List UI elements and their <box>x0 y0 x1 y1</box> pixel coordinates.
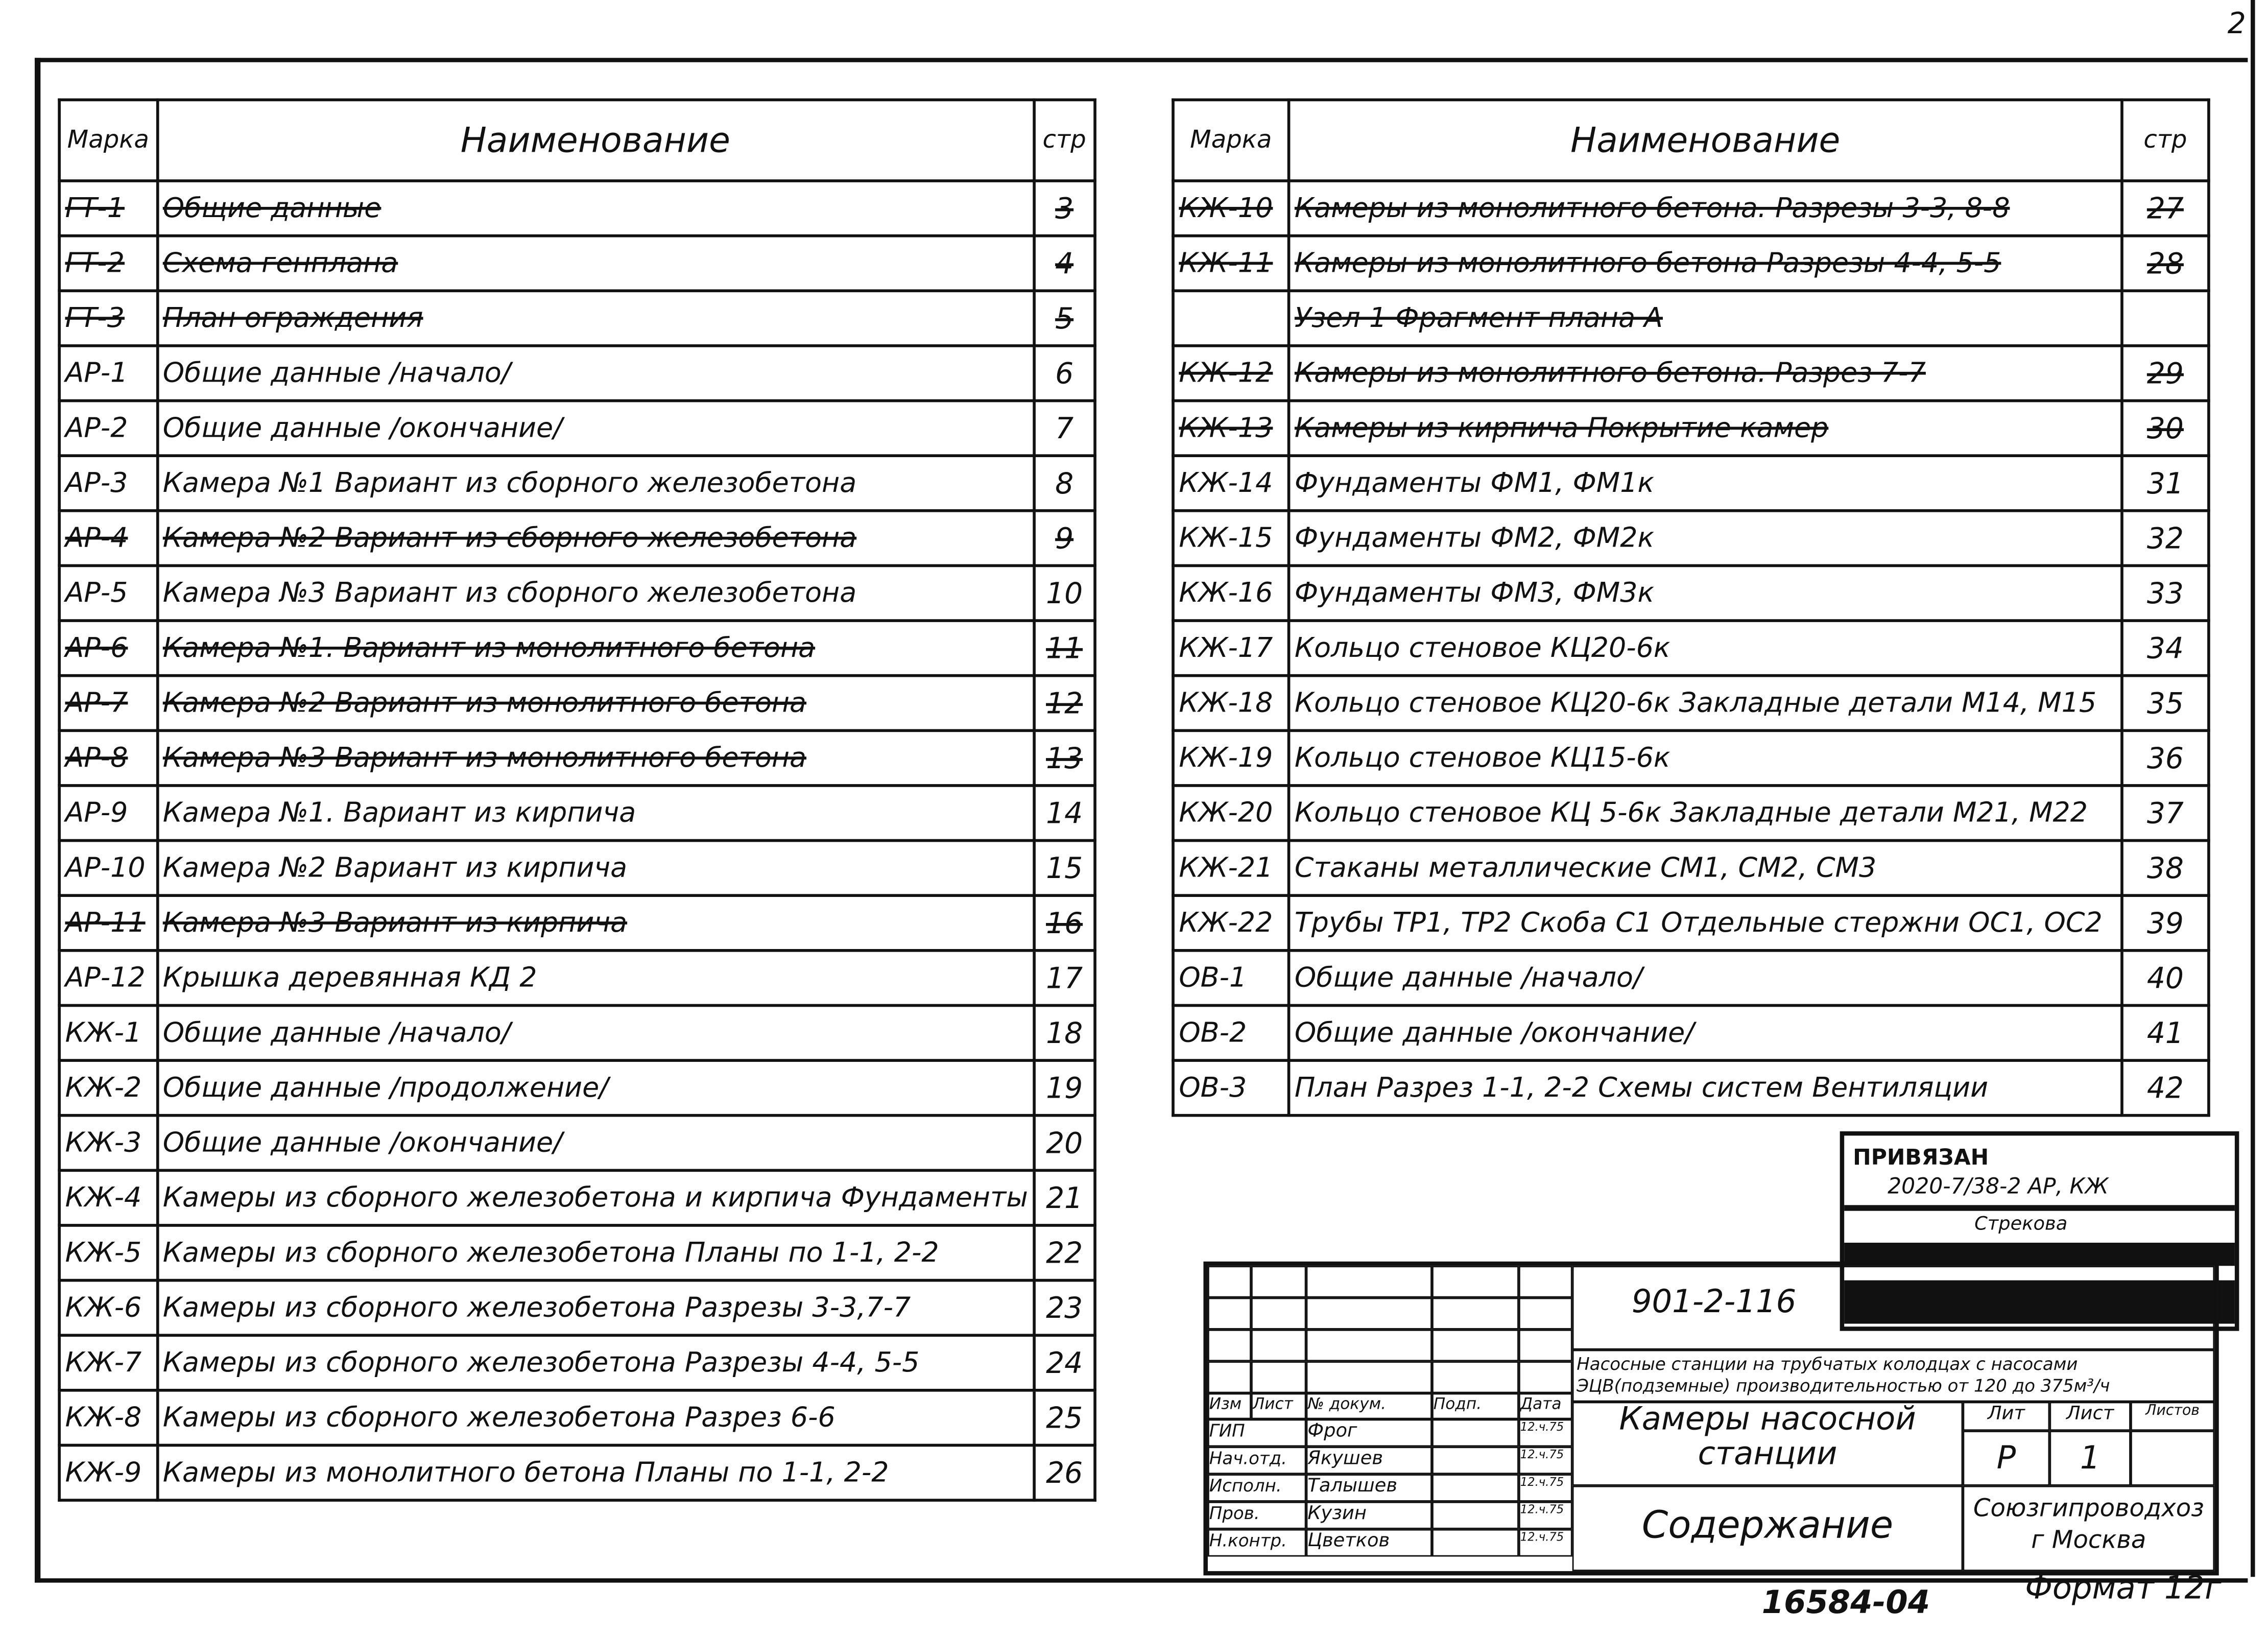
cell-page: 13 <box>1034 730 1095 786</box>
table-row <box>59 236 1095 291</box>
cell-page: 8 <box>1034 456 1095 511</box>
cell-name: Общие данные /окончание/ <box>157 401 1034 456</box>
cell-mark: ОВ-1 <box>1173 951 1289 1006</box>
revision-cell <box>1251 1266 1306 1297</box>
cell-mark: ОВ-2 <box>1173 1005 1289 1060</box>
table-row <box>59 1170 1095 1225</box>
cell-mark: АР-9 <box>59 786 157 841</box>
cell-name: Камера №2 Вариант из сборного железобетона <box>157 511 1034 566</box>
revision-cell <box>1519 1361 1572 1393</box>
cell-name: Общие данные /окончание/ <box>157 1116 1034 1171</box>
right-margin-line <box>2251 0 2255 1577</box>
cell-mark: КЖ-11 <box>1173 236 1289 291</box>
project-title: Насосные станции на трубчатых колодцах с насосами ЭЦВ(подземные) производительностью от 120 до 375м³/ч <box>1572 1350 2215 1402</box>
cell-page: 12 <box>1034 676 1095 731</box>
cell-page: 16 <box>1034 895 1095 951</box>
sheet-label: Лист <box>2049 1402 2131 1431</box>
cell-name: Камеры из монолитного бетона. Разрез 7-7 <box>1289 346 2122 401</box>
revision-cell <box>1251 1361 1306 1393</box>
revision-cell <box>1432 1266 1519 1297</box>
cell-mark: АР-10 <box>59 841 157 896</box>
table-row <box>59 181 1095 236</box>
corner-mark: 2 <box>2227 6 2246 41</box>
revision-cell <box>1519 1298 1572 1330</box>
cell-mark: АР-1 <box>59 346 157 401</box>
table-row <box>59 1116 1095 1171</box>
cell-name: Общие данные /окончание/ <box>1289 1005 2122 1060</box>
cell-page: 23 <box>1034 1281 1095 1336</box>
table-row <box>1173 401 2209 456</box>
revision-cell <box>1432 1298 1519 1330</box>
cell-page <box>2122 291 2209 346</box>
cell-name: Камера №2 Вариант из кирпича <box>157 841 1034 896</box>
revision-cell <box>1306 1330 1432 1361</box>
revision-cell <box>1251 1298 1306 1330</box>
cell-page: 30 <box>2122 401 2209 456</box>
cell-page: 36 <box>2122 730 2209 786</box>
cell-mark: ОВ-3 <box>1173 1060 1289 1116</box>
cell-name: Камера №1 Вариант из сборного железобетона <box>157 456 1034 511</box>
cell-mark: КЖ-20 <box>1173 786 1289 841</box>
cell-page: 40 <box>2122 951 2209 1006</box>
cell-page: 38 <box>2122 841 2209 896</box>
cell-page: 19 <box>1034 1060 1095 1116</box>
cell-page: 42 <box>2122 1060 2209 1116</box>
table-row <box>59 1225 1095 1281</box>
table-row <box>59 346 1095 401</box>
table-row <box>59 1335 1095 1390</box>
table-row <box>1173 236 2209 291</box>
table-row <box>59 511 1095 566</box>
contents-table-left <box>58 99 1096 1502</box>
header-name: Наименование <box>157 100 1034 181</box>
cell-mark <box>1173 291 1289 346</box>
cell-name: Трубы ТР1, ТР2 Скоба С1 Отдельные стержни ОС1, ОС2 <box>1289 895 2122 951</box>
revision-cell <box>1208 1298 1251 1330</box>
sign-date: 12.ч.75 <box>1519 1447 1572 1474</box>
cell-mark: АР-5 <box>59 565 157 621</box>
cell-name: Кольцо стеновое КЦ20-6к Закладные детали М14, М15 <box>1289 676 2122 731</box>
cell-name: Камеры из сборного железобетона Разрез 6-6 <box>157 1390 1034 1446</box>
cell-mark: ГТ-3 <box>59 291 157 346</box>
cell-mark: КЖ-9 <box>59 1445 157 1500</box>
cell-name: Кольцо стеновое КЦ 5-6к Закладные детали М21, М22 <box>1289 786 2122 841</box>
table-row <box>59 951 1095 1006</box>
table-row <box>59 786 1095 841</box>
stage-value: Р <box>1963 1431 2049 1486</box>
revision-cell <box>1208 1330 1251 1361</box>
revision-cell <box>1208 1266 1251 1297</box>
cell-page: 39 <box>2122 895 2209 951</box>
sign-date: 12.ч.75 <box>1519 1502 1572 1529</box>
header-mark: Марка <box>1173 100 1289 181</box>
cell-mark: КЖ-2 <box>59 1060 157 1116</box>
cell-mark: КЖ-13 <box>1173 401 1289 456</box>
cell-mark: КЖ-7 <box>59 1335 157 1390</box>
sheet-title: Камеры насосной станции <box>1572 1402 1963 1485</box>
stamp-title: ПРИВЯЗАН <box>1853 1144 1989 1171</box>
cell-name: Камера №1. Вариант из кирпича <box>157 786 1034 841</box>
cell-name: Фундаменты ФМ3, ФМ3к <box>1289 565 2122 621</box>
revision-cell <box>1208 1361 1251 1393</box>
table-row <box>59 456 1095 511</box>
cell-mark: КЖ-10 <box>1173 181 1289 236</box>
cell-mark: КЖ-14 <box>1173 456 1289 511</box>
table-row <box>1173 895 2209 951</box>
cell-name: Кольцо стеновое КЦ20-6к <box>1289 621 2122 676</box>
revision-cell <box>1251 1330 1306 1361</box>
cell-mark: АР-12 <box>59 951 157 1006</box>
title-block <box>1203 1262 2218 1576</box>
table-row <box>59 291 1095 346</box>
cell-name: Камеры из сборного железобетона и кирпича Фундаменты <box>157 1170 1034 1225</box>
cell-mark: КЖ-22 <box>1173 895 1289 951</box>
cell-page: 32 <box>2122 511 2209 566</box>
cell-page: 7 <box>1034 401 1095 456</box>
cell-page: 28 <box>2122 236 2209 291</box>
sign-date: 12.ч.75 <box>1519 1419 1572 1447</box>
column-header: Подп. <box>1432 1393 1519 1419</box>
revision-cell <box>1306 1298 1432 1330</box>
cell-name: Общие данные /продолжение/ <box>157 1060 1034 1116</box>
table-row <box>1173 565 2209 621</box>
cell-mark: КЖ-12 <box>1173 346 1289 401</box>
cell-mark: КЖ-15 <box>1173 511 1289 566</box>
table-row <box>59 1005 1095 1060</box>
sign-date: 12.ч.75 <box>1519 1529 1572 1557</box>
cell-page: 27 <box>2122 181 2209 236</box>
revision-cell <box>1432 1330 1519 1361</box>
cell-name: Камера №2 Вариант из монолитного бетона <box>157 676 1034 731</box>
table-row <box>1173 1005 2209 1060</box>
organization: Союзгипроводхоз г Москва <box>1963 1486 2214 1571</box>
header-page: стр <box>1034 100 1095 181</box>
cell-page: 34 <box>2122 621 2209 676</box>
inventory-number: 16584-04 <box>1761 1585 1930 1622</box>
cell-page: 11 <box>1034 621 1095 676</box>
table-row <box>1173 181 2209 236</box>
table-row <box>59 841 1095 896</box>
cell-page: 24 <box>1034 1335 1095 1390</box>
cell-page: 29 <box>2122 346 2209 401</box>
cell-mark: АР-11 <box>59 895 157 951</box>
table-row <box>59 401 1095 456</box>
header-page: стр <box>2122 100 2209 181</box>
table-row <box>59 1281 1095 1336</box>
table-row <box>59 621 1095 676</box>
signature <box>1432 1502 1519 1529</box>
cell-mark: КЖ-19 <box>1173 730 1289 786</box>
cell-mark: АР-7 <box>59 676 157 731</box>
cell-name: План Разрез 1-1, 2-2 Схемы систем Вентиляции <box>1289 1060 2122 1116</box>
cell-page: 26 <box>1034 1445 1095 1500</box>
role-label: Н.контр. <box>1208 1529 1306 1557</box>
cell-page: 3 <box>1034 181 1095 236</box>
cell-name: Камеры из сборного железобетона Планы по 1-1, 2-2 <box>157 1225 1034 1281</box>
cell-name: Кольцо стеновое КЦ15-6к <box>1289 730 2122 786</box>
cell-mark: АР-8 <box>59 730 157 786</box>
cell-name: Схема генплана <box>157 236 1034 291</box>
cell-mark: АР-6 <box>59 621 157 676</box>
stage-label: Лит <box>1963 1402 2049 1431</box>
role-label: Нач.отд. <box>1208 1447 1306 1474</box>
cell-name: Камеры из кирпича Покрытие камер <box>1289 401 2122 456</box>
cell-name: Фундаменты ФМ2, ФМ2к <box>1289 511 2122 566</box>
table-row <box>1173 730 2209 786</box>
cell-page: 10 <box>1034 565 1095 621</box>
header-mark: Марка <box>59 100 157 181</box>
cell-page: 9 <box>1034 511 1095 566</box>
cell-name: Общие данные /начало/ <box>157 1005 1034 1060</box>
column-header: Дата <box>1519 1393 1572 1419</box>
cell-name: Общие данные /начало/ <box>1289 951 2122 1006</box>
cell-page: 20 <box>1034 1116 1095 1171</box>
cell-mark: КЖ-21 <box>1173 841 1289 896</box>
cell-page: 21 <box>1034 1170 1095 1225</box>
role-label: Пров. <box>1208 1502 1306 1529</box>
person-name: Фрог <box>1306 1419 1432 1447</box>
table-row <box>1173 841 2209 896</box>
table-row <box>59 1445 1095 1500</box>
cell-name: Камера №3 Вариант из монолитного бетона <box>157 730 1034 786</box>
cell-name: Камера №3 Вариант из сборного железобетона <box>157 565 1034 621</box>
sheets-label: Листов <box>2131 1402 2214 1431</box>
sheets-value <box>2131 1431 2214 1486</box>
cell-page: 31 <box>2122 456 2209 511</box>
revision-cell <box>1519 1330 1572 1361</box>
cell-page: 37 <box>2122 786 2209 841</box>
cell-mark: КЖ-3 <box>59 1116 157 1171</box>
cell-mark: АР-3 <box>59 456 157 511</box>
cell-name: Камеры из монолитного бетона. Разрезы 3-3, 8-8 <box>1289 181 2122 236</box>
cell-name: Общие данные /начало/ <box>157 346 1034 401</box>
cell-name: Фундаменты ФМ1, ФМ1к <box>1289 456 2122 511</box>
cell-page: 14 <box>1034 786 1095 841</box>
cell-mark: КЖ-18 <box>1173 676 1289 731</box>
table-row <box>1173 1060 2209 1116</box>
cell-page: 18 <box>1034 1005 1095 1060</box>
cell-name: Камеры из монолитного бетона Планы по 1-1, 2-2 <box>157 1445 1034 1500</box>
cell-page: 4 <box>1034 236 1095 291</box>
table-row <box>1173 786 2209 841</box>
cell-mark: КЖ-17 <box>1173 621 1289 676</box>
person-name: Талышев <box>1306 1474 1432 1502</box>
cell-name: Камера №3 Вариант из кирпича <box>157 895 1034 951</box>
table-row <box>59 895 1095 951</box>
table-row <box>1173 621 2209 676</box>
person-name: Якушев <box>1306 1447 1432 1474</box>
cell-mark: КЖ-4 <box>59 1170 157 1225</box>
cell-mark: КЖ-8 <box>59 1390 157 1446</box>
cell-mark: АР-2 <box>59 401 157 456</box>
person-name: Цветков <box>1306 1529 1432 1557</box>
role-label: ГИП <box>1208 1419 1306 1447</box>
cell-page: 22 <box>1034 1225 1095 1281</box>
cell-page: 25 <box>1034 1390 1095 1446</box>
column-header: Изм <box>1208 1393 1251 1419</box>
table-row <box>59 565 1095 621</box>
cell-mark: КЖ-6 <box>59 1281 157 1336</box>
signature <box>1432 1529 1519 1557</box>
cell-mark: АР-4 <box>59 511 157 566</box>
cell-name: План ограждения <box>157 291 1034 346</box>
stamp-number: 2020-7/38-2 АР, КЖ <box>1888 1173 2109 1199</box>
cell-name: Стаканы металлические СМ1, СМ2, СМ3 <box>1289 841 2122 896</box>
cell-page: 6 <box>1034 346 1095 401</box>
column-header: № докум. <box>1306 1393 1432 1419</box>
table-row <box>1173 511 2209 566</box>
sheet-value: 1 <box>2049 1431 2131 1486</box>
table-row <box>59 676 1095 731</box>
table-row <box>59 730 1095 786</box>
cell-page: 17 <box>1034 951 1095 1006</box>
cell-page: 5 <box>1034 291 1095 346</box>
cell-name: Камеры из монолитного бетона Разрезы 4-4, 5-5 <box>1289 236 2122 291</box>
column-header: Лист <box>1251 1393 1306 1419</box>
revision-cell <box>1432 1361 1519 1393</box>
person-name: Кузин <box>1306 1502 1432 1529</box>
cell-page: 15 <box>1034 841 1095 896</box>
cell-name: Общие данные <box>157 181 1034 236</box>
revision-cell <box>1519 1266 1572 1297</box>
drawing-code: 901-2-116 <box>1572 1266 2215 1349</box>
document-title: Содержание <box>1572 1486 1963 1571</box>
revision-cell <box>1306 1361 1432 1393</box>
cell-name: Камера №1. Вариант из монолитного бетона <box>157 621 1034 676</box>
signature <box>1432 1419 1519 1447</box>
cell-mark: КЖ-5 <box>59 1225 157 1281</box>
contents-table-right <box>1172 99 2210 1117</box>
table-row <box>59 1060 1095 1116</box>
signature <box>1432 1474 1519 1502</box>
table-row <box>1173 676 2209 731</box>
header-name: Наименование <box>1289 100 2122 181</box>
cell-page: 41 <box>2122 1005 2209 1060</box>
stamp-name: Стрекова <box>1974 1214 2068 1236</box>
table-row <box>59 1390 1095 1446</box>
signature <box>1432 1447 1519 1474</box>
cell-mark: КЖ-16 <box>1173 565 1289 621</box>
cell-mark: КЖ-1 <box>59 1005 157 1060</box>
cell-mark: ГТ-2 <box>59 236 157 291</box>
role-label: Исполн. <box>1208 1474 1306 1502</box>
cell-page: 35 <box>2122 676 2209 731</box>
cell-name: Камеры из сборного железобетона Разрезы 4-4, 5-5 <box>157 1335 1034 1390</box>
cell-name: Камеры из сборного железобетона Разрезы 3-3,7-7 <box>157 1281 1034 1336</box>
table-row <box>1173 456 2209 511</box>
cell-mark: ГТ-1 <box>59 181 157 236</box>
cell-name: Узел 1 Фрагмент плана А <box>1289 291 2122 346</box>
cell-page: 33 <box>2122 565 2209 621</box>
table-row <box>1173 346 2209 401</box>
table-row <box>1173 291 2209 346</box>
revision-cell <box>1306 1266 1432 1297</box>
format-label: Формат 12г <box>2025 1571 2222 1607</box>
sign-date: 12.ч.75 <box>1519 1474 1572 1502</box>
cell-name: Крышка деревянная КД 2 <box>157 951 1034 1006</box>
table-row <box>1173 951 2209 1006</box>
